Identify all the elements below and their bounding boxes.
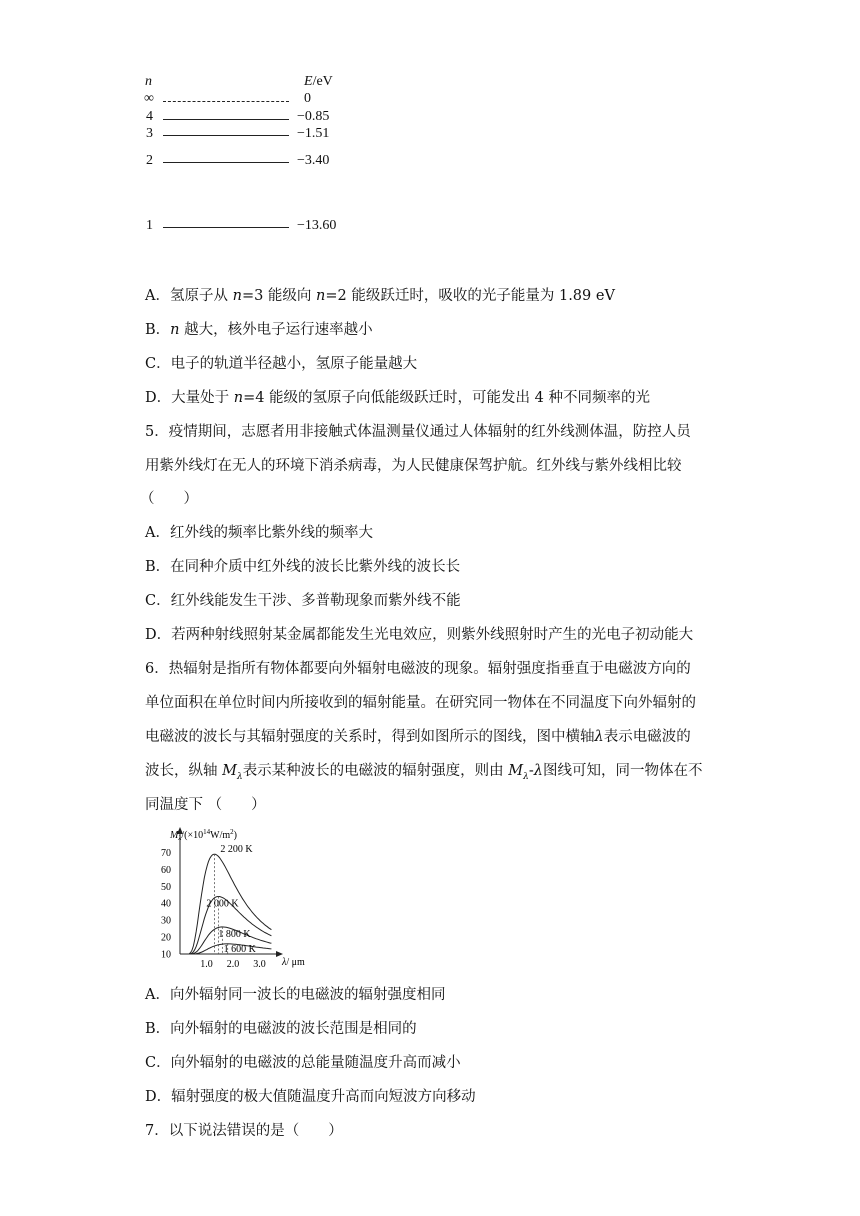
q6-stem-line2: 单位面积在单位时间内所接收到的辐射能量。在研究同一物体在不同温度下向外辐射的 [145, 695, 696, 711]
level-energy-4: −0.85 [297, 109, 330, 124]
q5-stem-line1: 5．疫情期间，志愿者用非接触式体温测量仪通过人体辐射的红外线测体温，防控人员 [145, 424, 691, 440]
x-tick-label: 1.0 [200, 959, 213, 970]
y-axis-label: $M_\lambda/(\times 10^{14}W/m^2)$ [170, 828, 237, 842]
level-line-inf [163, 101, 289, 102]
q5-option-a: A．红外线的频率比紫外线的频率大 [145, 525, 373, 541]
n-axis-header: n [145, 74, 152, 89]
q5-option-c: C．红外线能发生干涉、多普勒现象而紫外线不能 [145, 593, 461, 609]
y-tick-label: 50 [161, 881, 171, 893]
y-tick-label: 20 [161, 932, 171, 944]
y-tick-label: 30 [161, 915, 171, 927]
q4-option-b: B．n 越大，核外电子运行速率越小 [145, 322, 373, 338]
radiation-chart [140, 826, 330, 972]
x-tick-label: 2.0 [226, 959, 240, 970]
level-label-inf: ∞ [144, 91, 154, 106]
q4-option-a: A．氢原子从 n=3 能级向 n=2 能级跃迁时，吸收的光子能量为 1.89 eV [145, 288, 615, 304]
energy-unit: /eV [312, 74, 333, 89]
q5-option-b: B．在同种介质中红外线的波长比紫外线的波长长 [145, 559, 461, 575]
y-tick-label: 40 [161, 898, 171, 910]
x-tick-label: 3.0 [253, 959, 266, 970]
q5-option-d: D．若两种射线照射某金属都能发生光电效应，则紫外线照射时产生的光电子初动能大 [145, 627, 694, 643]
series-label: 2 200 K [220, 844, 253, 856]
q5-stem-line2: 用紫外线灯在无人的环境下消杀病毒，为人民健康保驾护航。红外线与紫外线相比较 [145, 458, 682, 474]
level-label-2: 2 [146, 153, 153, 168]
level-label-1: 1 [146, 218, 153, 233]
q4-option-d: D．大量处于 n=4 能级的氢原子向低能级跃迁时，可能发出 4 种不同频率的光 [145, 390, 651, 406]
energy-symbol: E [304, 74, 313, 89]
level-energy-1: −13.60 [297, 218, 337, 233]
level-line-1 [163, 227, 289, 228]
q6-option-a: A．向外辐射同一波长的电磁波的辐射强度相同 [145, 987, 446, 1003]
q6-stem-line1: 6．热辐射是指所有物体都要向外辐射电磁波的现象。辐射强度指垂直于电磁波方向的 [145, 661, 691, 677]
level-energy-3: −1.51 [297, 126, 330, 141]
series-label: 2 000 K [206, 898, 239, 910]
q6-option-b: B．向外辐射的电磁波的波长范围是相同的 [145, 1021, 417, 1037]
x-axis-label: λ/ μm [282, 957, 305, 968]
q6-stem-line3: 电磁波的波长与其辐射强度的关系时，得到如图所示的图线，图中横轴λ表示电磁波的 [145, 729, 691, 745]
series-label: 1 800 K [218, 928, 251, 940]
q6-stem-line4: 波长，纵轴 $M_\lambda$表示某种波长的电磁波的辐射强度，则由 $M_\lambda-\lambda$图线可知，同一物体在不 [145, 763, 703, 782]
q7-stem-line1: 7．以下说法错误的是（ ） [145, 1123, 343, 1139]
level-line-4 [163, 119, 289, 120]
y-tick-label: 70 [161, 847, 171, 859]
energy-axis-header [304, 74, 333, 90]
level-label-4: 4 [146, 109, 153, 124]
q6-option-d: D．辐射强度的极大值随温度升高而向短波方向移动 [145, 1089, 476, 1105]
level-label-3: 3 [146, 126, 153, 141]
level-line-2 [163, 162, 289, 163]
series-label: 1 600 K [223, 943, 256, 955]
q6-option-c: C．向外辐射的电磁波的总能量随温度升高而减小 [145, 1055, 461, 1071]
level-energy-2: −3.40 [297, 153, 330, 168]
level-line-3 [163, 135, 289, 136]
y-tick-label: 10 [161, 949, 171, 961]
q4-option-c: C．电子的轨道半径越小，氢原子能量越大 [145, 356, 418, 372]
y-tick-label: 60 [161, 864, 171, 876]
level-energy-inf: 0 [304, 91, 311, 106]
q6-stem-line5: 同温度下 （ ） [145, 797, 266, 813]
q5-answer-blank: （ ） [140, 491, 198, 507]
